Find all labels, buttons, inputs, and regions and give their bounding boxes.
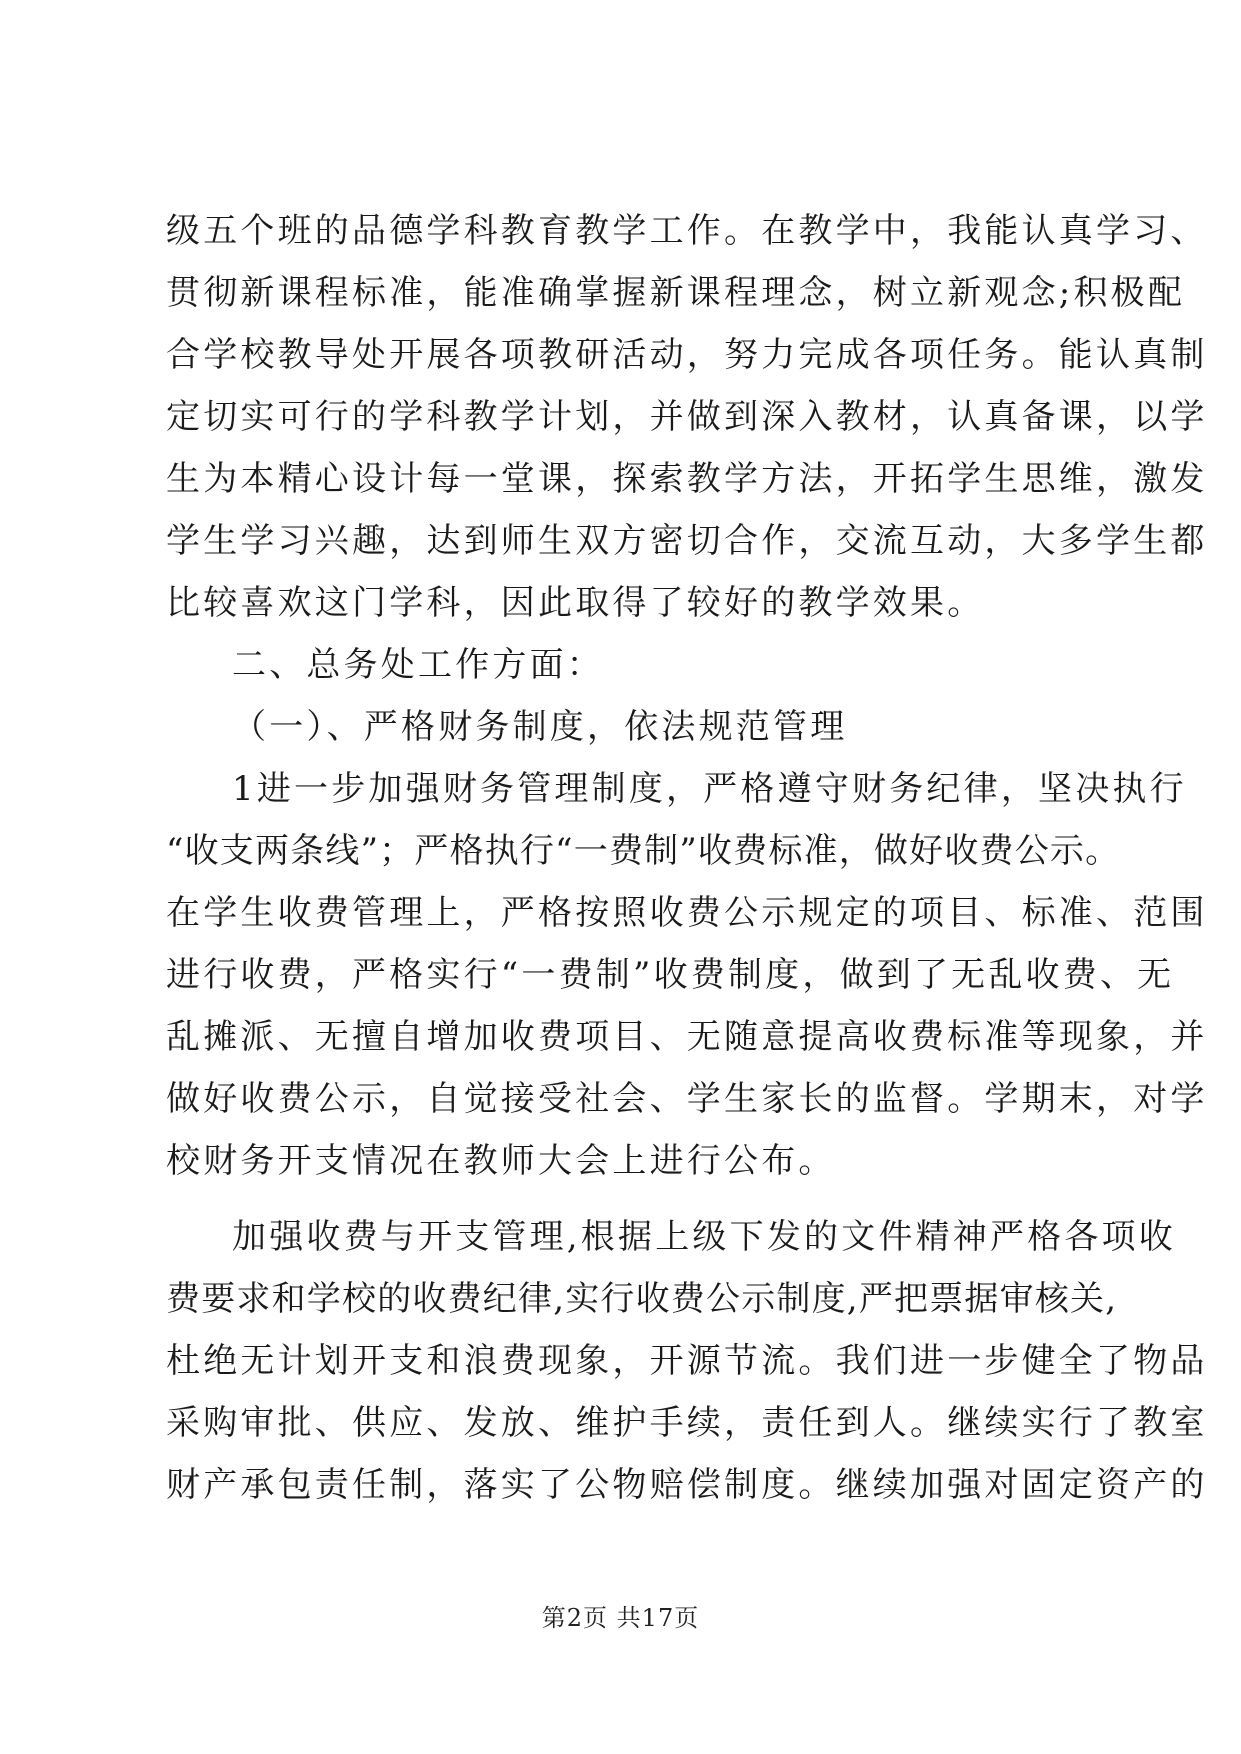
text-line: 级五个班的品德学科教育教学工作。在教学中，我能认真学习、 [166, 211, 1208, 251]
paragraph-start-line: 加强收费与开支管理,根据上级下发的文件精神严格各项收 [232, 1217, 1177, 1257]
section-heading: 二、总务处工作方面： [232, 645, 604, 685]
text-line: 合学校教导处开展各项教研活动，努力完成各项任务。能认真制 [166, 335, 1208, 375]
text-line: 费要求和学校的收费纪律,实行收费公示制度,严把票据审核关, [166, 1279, 1118, 1319]
text-line: 比较喜欢这门学科，因此取得了较好的教学效果。 [166, 583, 985, 623]
text-line: 贯彻新课程标准，能准确掌握新课程理念，树立新观念;积极配 [166, 273, 1186, 313]
text-line: 校财务开支情况在教师大会上进行公布。 [166, 1141, 836, 1181]
text-line: 财产承包责任制，落实了公物赔偿制度。继续加强对固定资产的 [166, 1465, 1208, 1505]
text-line: “收支两条线”；严格执行“一费制”收费标准，做好收费公示。 [166, 831, 1121, 871]
text-line: 杜绝无计划开支和浪费现象，开源节流。我们进一步健全了物品 [166, 1341, 1208, 1381]
document-body [166, 200, 1208, 1516]
text-line: 学生学习兴趣，达到师生双方密切合作，交流互动，大多学生都 [166, 521, 1208, 561]
text-line: 在学生收费管理上，严格按照收费公示规定的项目、标准、范围 [166, 893, 1208, 933]
subsection-heading: （一）、严格财务制度，依法规范管理 [232, 707, 848, 747]
text-line: 进行收费，严格实行“一费制”收费制度，做到了无乱收费、无 [166, 955, 1175, 995]
text-line: 做好收费公示，自觉接受社会、学生家长的监督。学期末，对学 [166, 1079, 1208, 1119]
text-line: 定切实可行的学科教学计划，并做到深入教材，认真备课，以学 [166, 397, 1208, 437]
text-line: 采购审批、供应、发放、维护手续，责任到人。继续实行了教室 [166, 1403, 1208, 1443]
text-line: 乱摊派、无擅自增加收费项目、无随意提高收费标准等现象，并 [166, 1017, 1208, 1057]
page-number-footer: 第2页 共17页 [541, 1604, 700, 1632]
text-line: 生为本精心设计每一堂课，探索教学方法，开拓学生思维，激发 [166, 459, 1208, 499]
paragraph-start-line: 1进一步加强财务管理制度，严格遵守财务纪律，坚决执行 [232, 769, 1187, 809]
